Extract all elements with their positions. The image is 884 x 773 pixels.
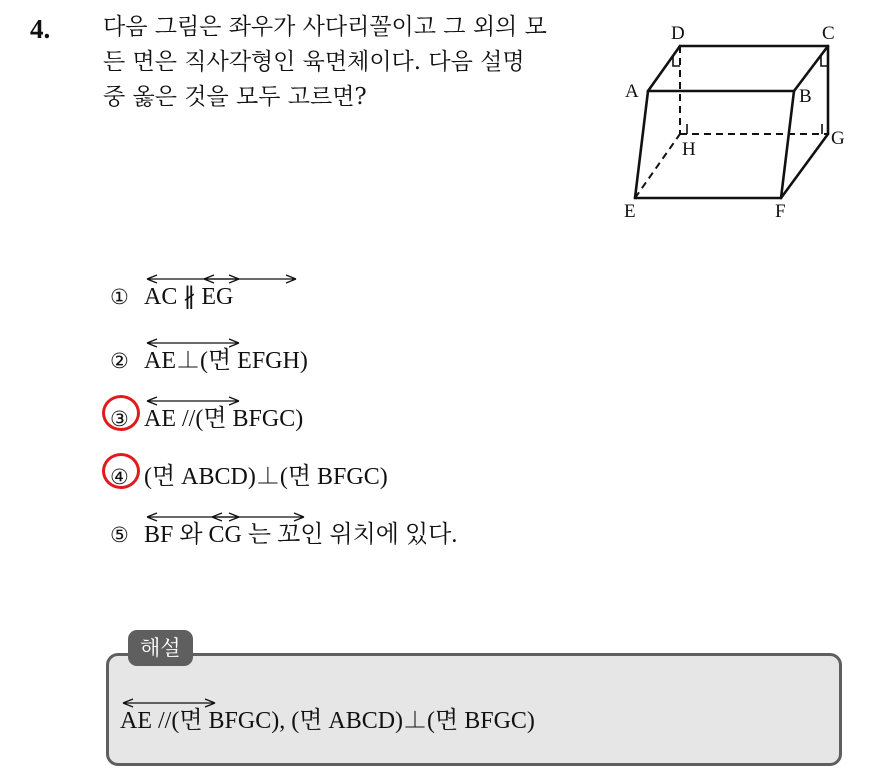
- answer-circle-mark: [102, 395, 140, 431]
- edge-AD: [648, 46, 680, 91]
- solution-text: [120, 700, 535, 735]
- choice-text: ∦: [177, 284, 202, 310]
- choice-number: ③: [110, 407, 129, 431]
- vertex-label-F: F: [775, 201, 786, 222]
- solution-label: 해설: [128, 630, 193, 666]
- choice-2: [110, 340, 308, 375]
- edge-AE: [635, 91, 648, 198]
- line-notation: [144, 522, 173, 549]
- choice-number: ②: [110, 349, 129, 373]
- vertex-label-H: H: [682, 139, 696, 160]
- line-name: BF: [144, 522, 174, 548]
- line-arrow-icon: [143, 396, 243, 406]
- line-name: AE: [120, 708, 152, 734]
- question-number: 4.: [30, 14, 51, 44]
- line-notation: [201, 284, 233, 311]
- line-notation: [144, 406, 176, 433]
- answer-circle-mark: [102, 453, 140, 489]
- line-arrow-icon: [208, 512, 308, 522]
- choice-text: ⊥(면 EFGH): [176, 348, 308, 374]
- vertex-label-B: B: [799, 86, 812, 107]
- question-line: 든 면은 직사각형인 육면체이다. 다음 설명: [103, 49, 525, 75]
- line-notation: [144, 284, 177, 311]
- vertex-label-C: C: [822, 23, 835, 44]
- line-name: EG: [201, 284, 234, 310]
- choice-text: 는 꼬인 위치에 있다.: [241, 522, 458, 548]
- question-text: [103, 10, 603, 115]
- hexahedron-figure: [615, 18, 850, 228]
- choice-text: 와: [173, 522, 209, 548]
- choice-number: ①: [110, 285, 129, 309]
- line-name: AE: [144, 406, 176, 432]
- line-name: CG: [208, 522, 242, 548]
- line-notation: [120, 708, 152, 735]
- line-arrow-icon: [119, 698, 219, 708]
- vertex-label-A: A: [625, 81, 639, 102]
- right-angle-mark-D: [673, 56, 680, 66]
- choice-1: [110, 282, 233, 311]
- edge-CB: [794, 46, 828, 91]
- choice-4: [110, 456, 388, 491]
- choice-number: ⑤: [110, 523, 129, 547]
- vertex-label-E: E: [624, 201, 636, 222]
- choice-number: ④: [110, 465, 129, 489]
- line-name: AC: [144, 284, 178, 310]
- vertex-label-G: G: [831, 128, 845, 149]
- line-arrow-icon: [200, 274, 300, 284]
- question-line: 중 옳은 것을 모두 고르면?: [103, 84, 367, 110]
- line-notation: [144, 348, 176, 375]
- line-name: AE: [144, 348, 176, 374]
- choice-text: //(면 BFGC): [176, 406, 304, 432]
- choice-text: //(면 BFGC), (면 ABCD)⊥(면 BFGC): [152, 708, 535, 734]
- choice-text: (면 ABCD)⊥(면 BFGC): [144, 464, 388, 490]
- choice-5: [110, 514, 457, 549]
- question-line: 다음 그림은 좌우가 사다리꼴이고 그 외의 모: [103, 14, 547, 40]
- line-arrow-icon: [143, 338, 243, 348]
- line-notation: [209, 522, 242, 549]
- vertex-label-D: D: [671, 23, 685, 44]
